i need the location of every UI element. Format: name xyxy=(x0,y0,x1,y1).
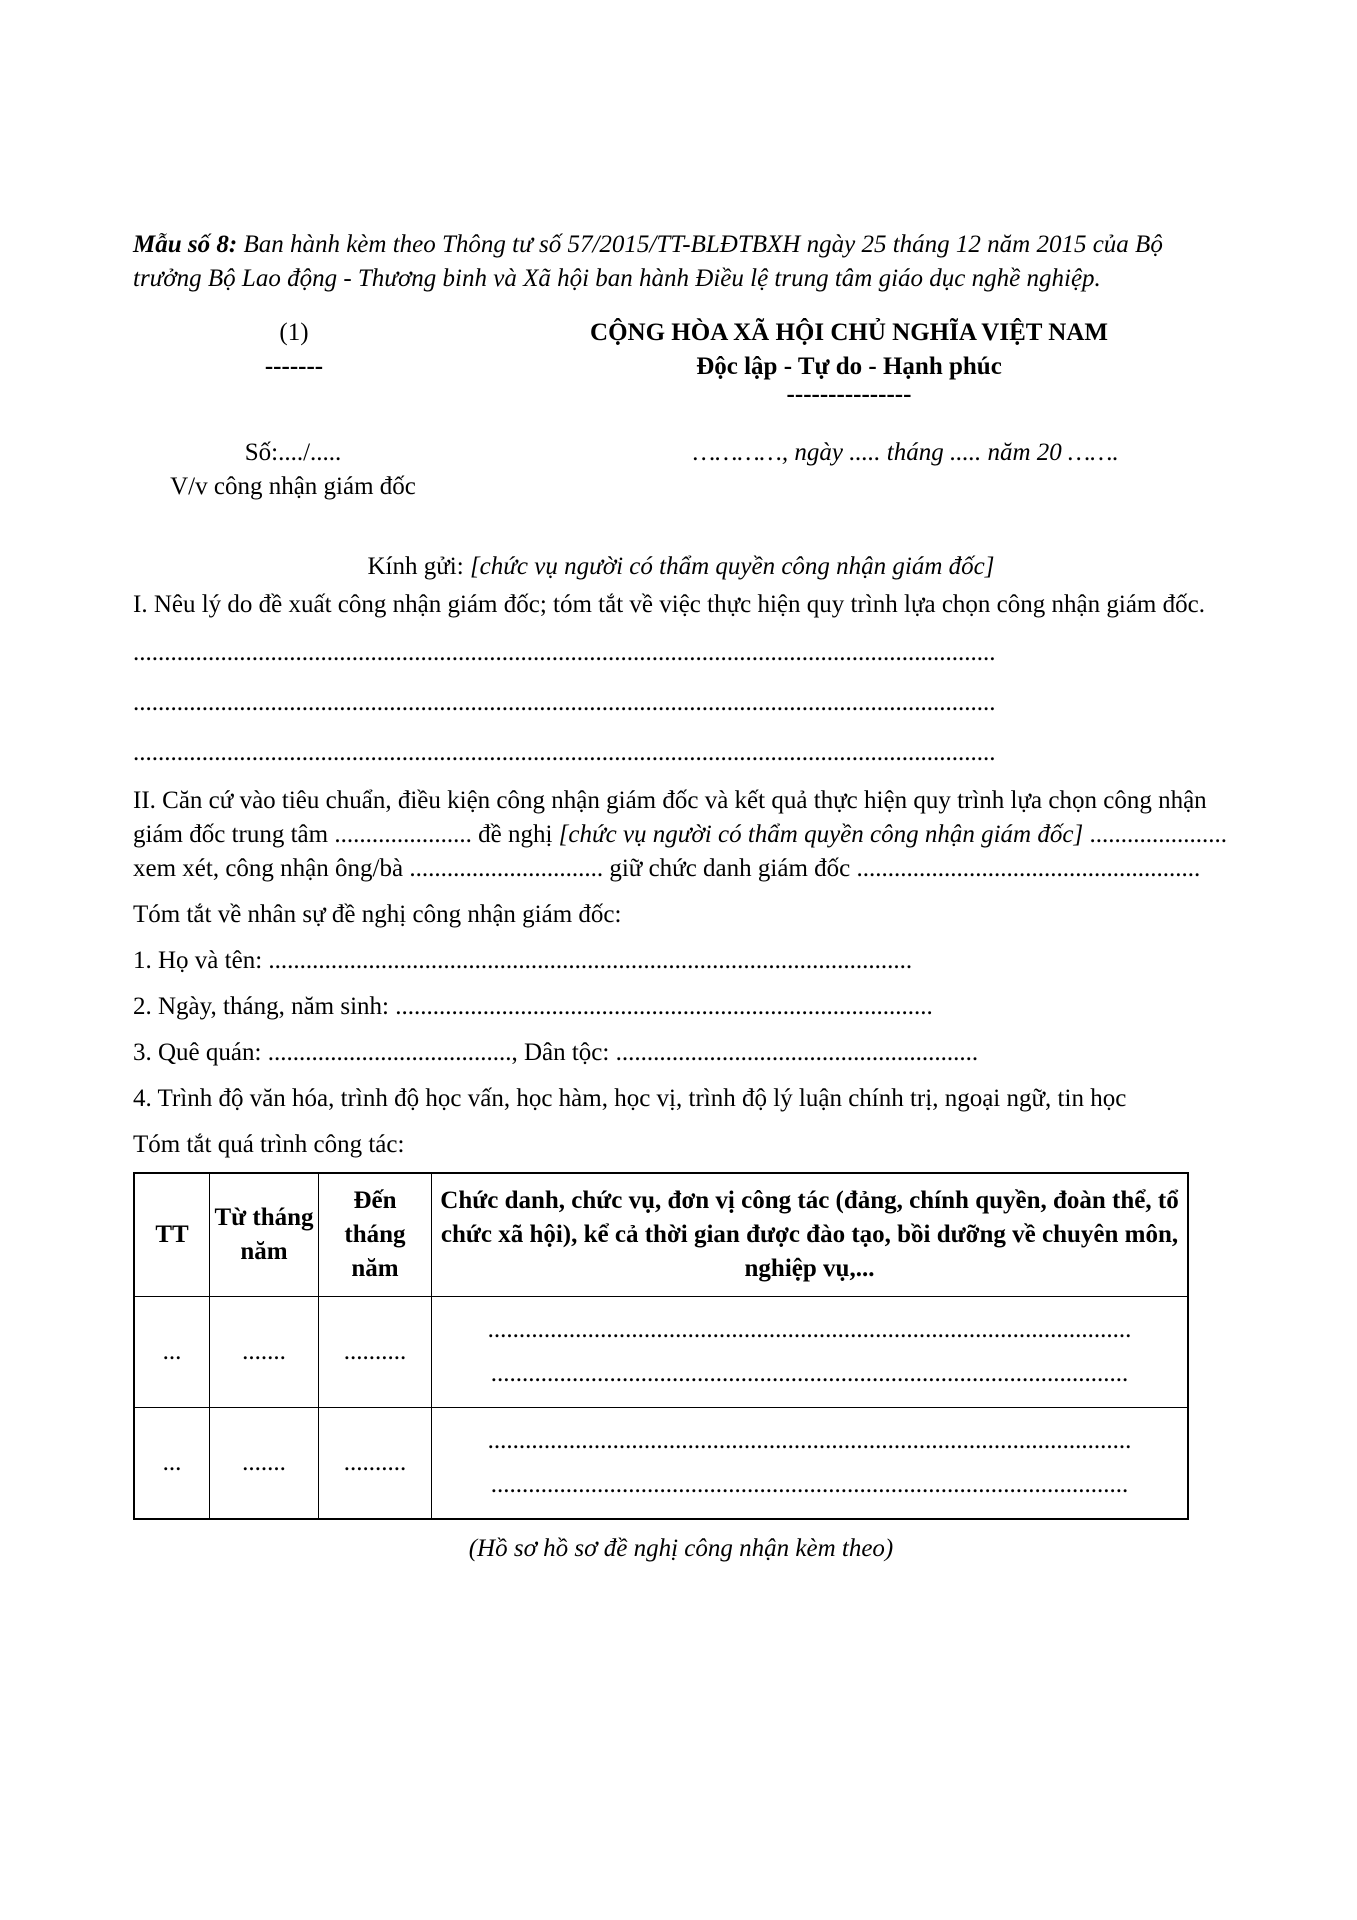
section-2-authority: [chức vụ người có thẩm quyền công nhận giám đốc] xyxy=(558,821,1084,848)
cell-to: .......... xyxy=(319,1408,432,1520)
document-page xyxy=(133,228,1229,1566)
summary-item-name: 1. Họ và tên: ....................................................................................................... xyxy=(133,947,913,974)
cell-description-line-1: ....................................................................................................... xyxy=(487,1427,1132,1454)
work-history-title: Tóm tắt quá trình công tác: xyxy=(133,1131,405,1158)
motto-rule: --------------- xyxy=(786,381,912,408)
form-intro-text: Ban hành kèm theo Thông tư số 57/2015/TT-BLĐTBXH ngày 25 tháng 12 năm 2015 của Bộ trưởng Bộ Lao động - Thương binh và Xã hội ban hành Điều lệ trung tâm giáo dục nghề nghiệp. xyxy=(133,231,1163,292)
table-row xyxy=(134,1408,1188,1520)
summary-title: Tóm tắt về nhân sự đề nghị công nhận giám đốc: xyxy=(133,901,622,928)
table-row xyxy=(134,1297,1188,1408)
date-line: …………, ngày ..... tháng ..... năm 20 ……. xyxy=(693,439,1119,466)
section-1-text: I. Nêu lý do đề xuất công nhận giám đốc; tóm tắt về việc thực hiện quy trình lựa chọn công nhận giám đốc. xyxy=(133,591,1205,618)
cell-tt: ... xyxy=(134,1297,210,1408)
org-rule: ------- xyxy=(264,353,324,380)
document-number: Số:..../..... xyxy=(244,439,342,466)
header-from: Từ tháng năm xyxy=(210,1173,319,1297)
reference-row xyxy=(133,436,1229,510)
section-2-part-3: ...................... xem xét, công nhận ông/bà ............................... giữ chức danh giám đốc ....................................................... xyxy=(133,821,1227,882)
section-2-part-1: II. Căn cứ vào tiêu chuẩn, điều kiện công nhận giám đốc và kết quả thực hiện quy trình lựa chọn công nhận giám đốc trung tâm ...................... đề nghị xyxy=(133,787,1207,848)
cell-to: .......... xyxy=(319,1297,432,1408)
addressee-value: [chức vụ người có thẩm quyền công nhận giám đốc] xyxy=(469,553,995,580)
header-tt: TT xyxy=(134,1173,210,1297)
summary-item-hometown: 3. Quê quán: ......................................., Dân tộc: .......................................................... xyxy=(133,1039,979,1066)
reference-block xyxy=(133,436,453,504)
cell-description xyxy=(432,1408,1189,1520)
form-number-label: Mẫu số 8: xyxy=(133,231,238,258)
header-description: Chức danh, chức vụ, đơn vị công tác (đảng, chính quyền, đoàn thể, tổ chức xã hội), kể cả thời gian được đào tạo, bồi dưỡng về chuyên môn, nghiệp vụ,... xyxy=(432,1173,1189,1297)
attachment-note: (Hồ sơ hồ sơ đề nghị công nhận kèm theo) xyxy=(468,1535,894,1562)
section-2-text xyxy=(133,784,1229,886)
national-motto: Độc lập - Tự do - Hạnh phúc xyxy=(696,353,1002,380)
addressee xyxy=(133,550,1229,584)
national-title: CỘNG HÒA XÃ HỘI CHỦ NGHĨA VIỆT NAM xyxy=(590,319,1108,346)
document-subject: V/v công nhận giám đốc xyxy=(170,473,416,500)
cell-description-line-2: ...................................................................................................... xyxy=(490,1471,1129,1498)
summary-item-education: 4. Trình độ văn hóa, trình độ học vấn, học hàm, học vị, trình độ lý luận chính trị, ngoại ngữ, tin học xyxy=(133,1085,1127,1112)
cell-description-line-2: ...................................................................................................... xyxy=(490,1360,1129,1387)
cell-description xyxy=(432,1297,1189,1408)
work-history-table xyxy=(133,1172,1189,1520)
addressee-prefix: Kính gửi: xyxy=(367,553,470,580)
cell-description-line-1: ....................................................................................................... xyxy=(487,1316,1132,1343)
table-header-row xyxy=(134,1173,1188,1297)
form-intro xyxy=(133,228,1229,296)
section-1-dots-1: .......................................................................................................................................... xyxy=(133,639,996,666)
summary-item-birth: 2. Ngày, tháng, năm sinh: ...................................................................................... xyxy=(133,993,933,1020)
cell-from: ....... xyxy=(210,1408,319,1520)
section-1-dots-3: .......................................................................................................................................... xyxy=(133,739,996,766)
cell-from: ....... xyxy=(210,1297,319,1408)
org-placeholder: (1) xyxy=(279,319,309,346)
section-1-dots-2: .......................................................................................................................................... xyxy=(133,689,996,716)
header-to: Đến tháng năm xyxy=(319,1173,432,1297)
document-header xyxy=(133,316,1229,410)
cell-tt: ... xyxy=(134,1408,210,1520)
